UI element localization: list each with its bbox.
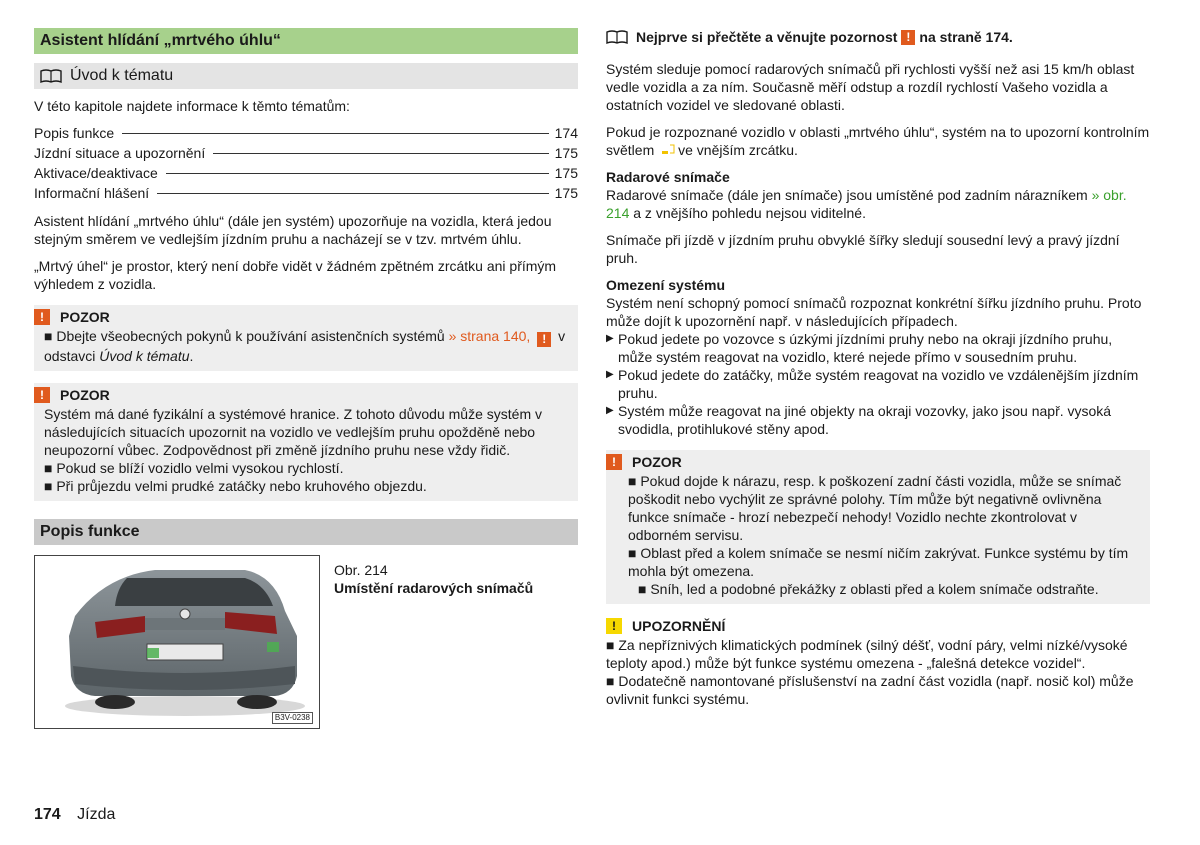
radar-heading: Radarové snímače — [606, 169, 730, 185]
radar-sensor-left — [147, 648, 159, 658]
caution-title — [606, 452, 1140, 472]
limits-item-text: Systém může reagovat na jiné objekty na okraji vozovky, jako jsou např. vysoká svodidla, protihlukové stěny apod. — [618, 403, 1112, 437]
toc-item[interactable] — [34, 144, 578, 164]
page-footer — [34, 806, 115, 824]
intro-heading-label: Úvod k tématu — [70, 67, 174, 84]
caution-text-italic: Úvod k tématu — [99, 348, 190, 364]
left-column — [34, 28, 578, 729]
caution-box-3 — [606, 450, 1150, 604]
caution-item: ■ Při průjezdu velmi prudké zatáčky nebo kruhového objezdu. — [44, 478, 427, 494]
caution-text-mid: v odstavci — [44, 328, 566, 364]
caution-title-label: POZOR — [60, 387, 110, 403]
exclamation-icon: ! — [34, 387, 50, 403]
exclamation-icon: ! — [34, 309, 50, 325]
note-item: ■ Za nepříznivých klimatických podmínek (silný déšť, vodní páry, velmi nízké/vysoké teploty apod.) může být funkce systému omezena - „falešná detekce vozidel“. — [606, 637, 1128, 671]
caution-subitem: ■ Sníh, led a podobné překážky z oblasti před a kolem snímače odstraňte. — [638, 581, 1099, 597]
toc-list — [34, 124, 578, 204]
reference-text: Nejprve si přečtěte a věnujte pozornost — [636, 29, 898, 45]
caution-item: ■ Oblast před a kolem snímače se nesmí ničím zakrývat. Funkce systému by tím mohla být omezena. — [628, 545, 1129, 579]
radar-sensor-right — [267, 642, 279, 652]
intro-paragraph-1: Asistent hlídání „mrtvého úhlu“ (dále jen systém) upozorňuje na vozidla, která jedou stejným směrem ve vedlejším jízdním pruhu a nacházejí se v tzv. mrtvém úhlu. — [34, 213, 552, 247]
reference-page: na straně 174. — [919, 29, 1013, 45]
section-title-function: Popis funkce — [34, 519, 578, 545]
exclamation-icon: ! — [606, 454, 622, 470]
toc-leader-line — [166, 173, 549, 174]
caution-text: Systém má dané fyzikální a systémové hranice. Z tohoto důvodu může systém v následujících situacích upozornit na vozidlo ve vedlejším pruhu opožděně nebo neupozorní vůbec. Zodpovědnost při změně jízdního pruhu nese vždy řidič. — [44, 406, 542, 458]
limits-heading: Omezení systému — [606, 277, 726, 293]
toc-item-page: 175 — [554, 165, 578, 181]
toc-leader-line — [157, 193, 548, 194]
sensor-lanes-text: Snímače při jízdě v jízdním pruhu obvyklé šířky sledují sousední levý a pravý jízdní pruh. — [606, 232, 1120, 266]
limits-item-text: Pokud jedete do zatáčky, může systém reagovat na vozidlo ve vzdálenějším jízdním pruhu. — [618, 367, 1139, 401]
caution-text-end: . — [189, 348, 194, 364]
caution-title-label: POZOR — [632, 454, 682, 470]
toc-leader-line — [122, 133, 548, 134]
intro-heading — [34, 63, 578, 89]
page-link[interactable]: » strana 140, — [448, 328, 531, 344]
radar-text-end: a z vnějšího pohledu nejsou viditelné. — [629, 205, 866, 221]
note-title-label: UPOZORNĚNÍ — [632, 618, 726, 634]
note-box — [606, 616, 1150, 708]
radar-text-start: Radarové snímače (dále jen snímače) jsou umístěné pod zadním nárazníkem — [606, 187, 1088, 203]
toc-item-label: Popis funkce — [34, 125, 115, 141]
figure-link[interactable]: » obr. 214 — [606, 187, 1127, 221]
toc-item-page: 174 — [554, 125, 578, 141]
intro-paragraph-2: „Mrtvý úhel“ je prostor, který není dobře vidět v žádném zpětném zrcátku ani přímým výhledem z vozidla. — [34, 258, 557, 292]
section-title-blind-spot: Asistent hlídání „mrtvého úhlu“ — [34, 28, 578, 54]
system-description: Systém sleduje pomocí radarových snímačů při rychlosti vyšší než asi 15 km/h oblast vedle vozidla a za ním. Současně měří odstup a rozdíl rychlostí Vašeho vozidla a ostatních vozidel ve sledované oblasti. — [606, 61, 1135, 113]
limits-item-text: Pokud jedete po vozovce s úzkými jízdními pruhy nebo na okraji jízdního pruhu, může systém reagovat na vozidlo, které nejede přímo v sousedním pruhu. — [618, 331, 1113, 365]
figure-caption — [334, 555, 533, 729]
limits-item — [606, 366, 1150, 402]
figure-title: Umístění radarových snímačů — [334, 580, 534, 596]
triangle-bullet-icon: ▶ — [606, 405, 614, 416]
caution-title-label: POZOR — [60, 309, 110, 325]
caution-title — [34, 307, 568, 327]
limits-item — [606, 330, 1150, 366]
caution-item: ■ Pokud se blíží vozidlo velmi vysokou rychlostí. — [44, 460, 344, 476]
reference-line — [606, 28, 1150, 46]
limits-item — [606, 402, 1150, 438]
figure-image-frame — [34, 555, 320, 729]
figure — [34, 555, 578, 729]
caution-box-2 — [34, 383, 578, 501]
exclamation-icon: ! — [606, 618, 622, 634]
limits-text: Systém není schopný pomocí snímačů rozpoznat konkrétní šířku jízdního pruhu. Proto může dojít k upozornění např. v následujících případech. — [606, 295, 1142, 329]
warning-light-text-end: ve vnějším zrcátku. — [678, 142, 798, 158]
toc-item-label: Informační hlášení — [34, 185, 150, 201]
toc-item-page: 175 — [554, 185, 578, 201]
triangle-bullet-icon: ▶ — [606, 369, 614, 380]
exclamation-icon: ! — [901, 30, 915, 45]
radar-text — [606, 186, 1150, 222]
toc-item[interactable] — [34, 184, 578, 204]
intro-text: V této kapitole najdete informace k těmto tématům: — [34, 98, 350, 114]
car-rear-illustration — [35, 556, 319, 728]
right-column — [606, 28, 1150, 708]
toc-item-label: Aktivace/deaktivace — [34, 165, 158, 181]
caution-title — [34, 385, 568, 405]
note-item: ■ Dodatečně namontované příslušenství na zadní část vozidla (např. nosič kol) může ovlivnit funkci systému. — [606, 673, 1134, 707]
caution-text-start: ■ Dbejte všeobecných pokynů k používání asistenčních systémů — [44, 328, 449, 344]
toc-item-label: Jízdní situace a upozornění — [34, 145, 206, 161]
figure-code: B3V-0238 — [272, 712, 313, 724]
toc-leader-line — [213, 153, 548, 154]
chapter-name: Jízda — [77, 806, 116, 823]
page-number: 174 — [34, 806, 61, 823]
caution-text — [44, 327, 568, 365]
caution-box-1 — [34, 305, 578, 371]
book-icon — [40, 69, 62, 83]
triangle-bullet-icon: ▶ — [606, 333, 614, 344]
figure-number: Obr. 214 — [334, 562, 388, 578]
exclamation-icon: ! — [537, 332, 551, 347]
toc-item-page: 175 — [554, 145, 578, 161]
note-title — [606, 616, 1150, 636]
warning-light-text-start: Pokud je rozpoznané vozidlo v oblasti „mrtvého úhlu“, systém na to upozorní kontrolním světlem — [606, 124, 1150, 158]
toc-item[interactable] — [34, 164, 578, 184]
toc-item[interactable] — [34, 124, 578, 144]
blind-spot-warning-light-icon — [660, 143, 676, 157]
warning-light-text — [606, 123, 1150, 159]
caution-item: ■ Pokud dojde k nárazu, resp. k poškození zadní části vozidla, může se snímač poškodit nebo vychýlit ze správné polohy. Tím může být negativně ovlivněna funkce snímače - hrozí nebezpečí nehody! Vozidlo nechte zkontrolovat v odborném servisu. — [628, 473, 1122, 543]
book-icon — [606, 30, 628, 44]
